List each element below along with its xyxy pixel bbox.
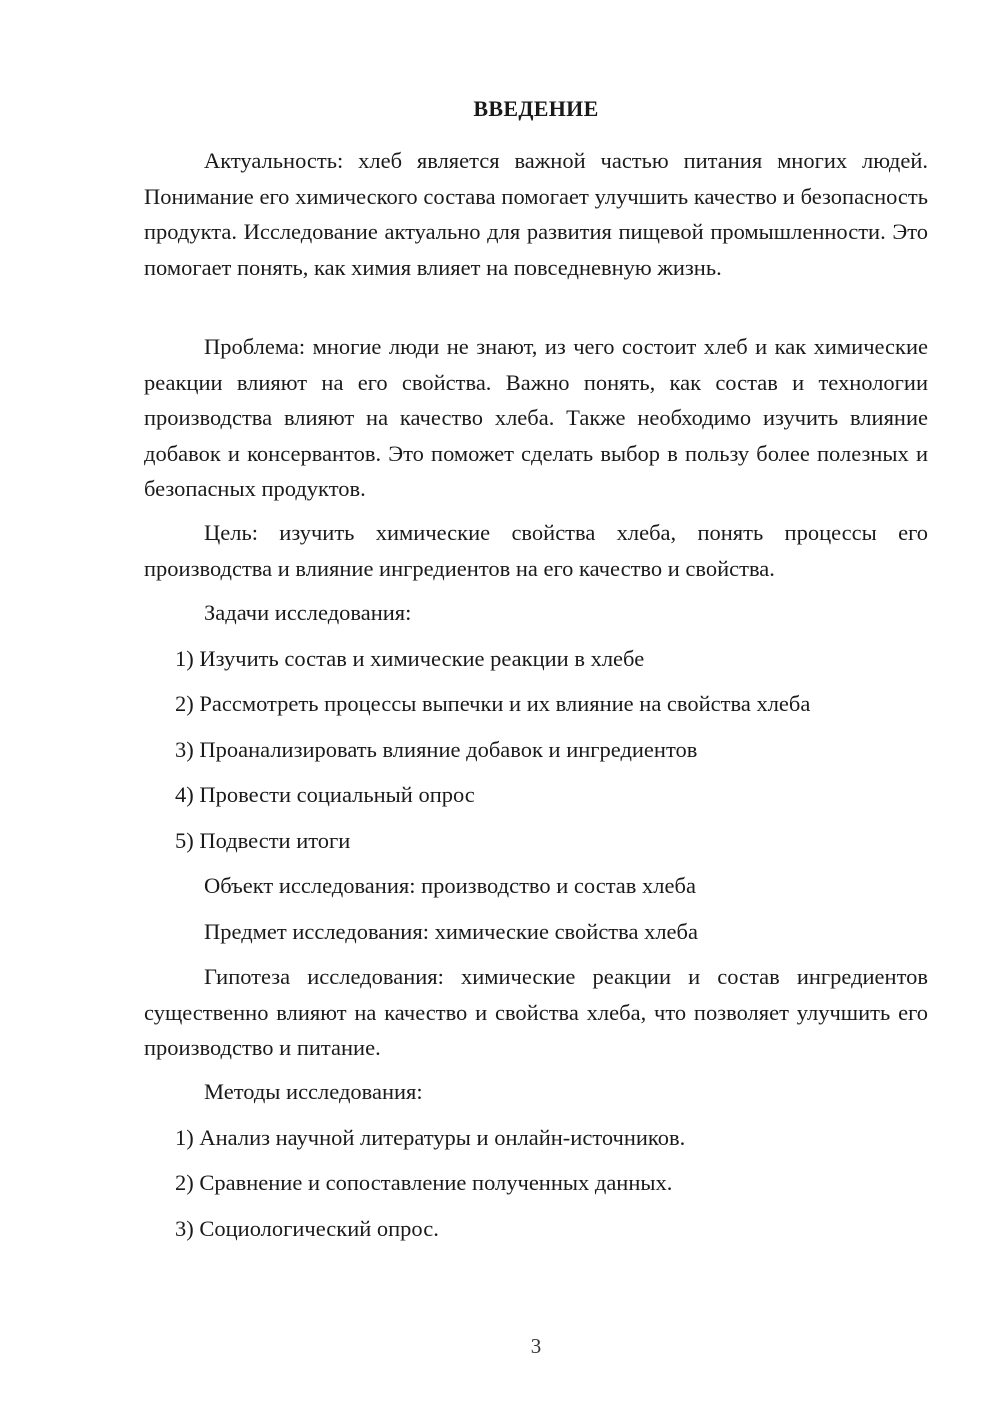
- problem-paragraph: Проблема: многие люди не знают, из чего состоит хлеб и как химические реакции влияют на его свойства. Важно понять, как состав и технологии производства влияют на качество хлеба. Также необходимо изучить влияние добавок и консервантов. Это поможет сделать выбор в пользу более полезных и безопасных продуктов.: [144, 334, 928, 501]
- tasks-heading: Задачи исследования:: [204, 600, 412, 625]
- task-item: 1) Изучить состав и химические реакции в хлебе: [175, 646, 645, 671]
- method-item: 1) Анализ научной литературы и онлайн-источников.: [175, 1125, 686, 1150]
- method-item: 2) Сравнение и сопоставление полученных данных.: [175, 1170, 673, 1195]
- method-item: 3) Социологический опрос.: [175, 1216, 439, 1241]
- hypothesis-paragraph: Гипотеза исследования: химические реакции и состав ингредиентов существенно влияют на качество и свойства хлеба, что позволяет улучшить его производство и питание.: [144, 964, 928, 1060]
- goal-paragraph: Цель: изучить химические свойства хлеба, понять процессы его производства и влияние ингредиентов на его качество и свойства.: [144, 520, 928, 581]
- methods-heading: Методы исследования:: [204, 1079, 423, 1104]
- page-number: 3: [530, 1334, 542, 1358]
- relevance-paragraph: Актуальность: хлеб является важной частью питания многих людей. Понимание его химического состава помогает улучшить качество и безопасность продукта. Исследование актуально для развития пищевой промышленности. Это помогает понять, как химия влияет на повседневную жизнь.: [144, 148, 928, 280]
- research-object: Объект исследования: производство и состав хлеба: [204, 873, 696, 898]
- task-item: 4) Провести социальный опрос: [175, 782, 475, 807]
- research-subject: Предмет исследования: химические свойства хлеба: [204, 919, 698, 944]
- task-item: 2) Рассмотреть процессы выпечки и их влияние на свойства хлеба: [175, 691, 811, 716]
- section-heading: ВВЕДЕНИЕ: [473, 96, 599, 121]
- task-item: 3) Проанализировать влияние добавок и ингредиентов: [175, 737, 698, 762]
- task-item: 5) Подвести итоги: [175, 828, 351, 853]
